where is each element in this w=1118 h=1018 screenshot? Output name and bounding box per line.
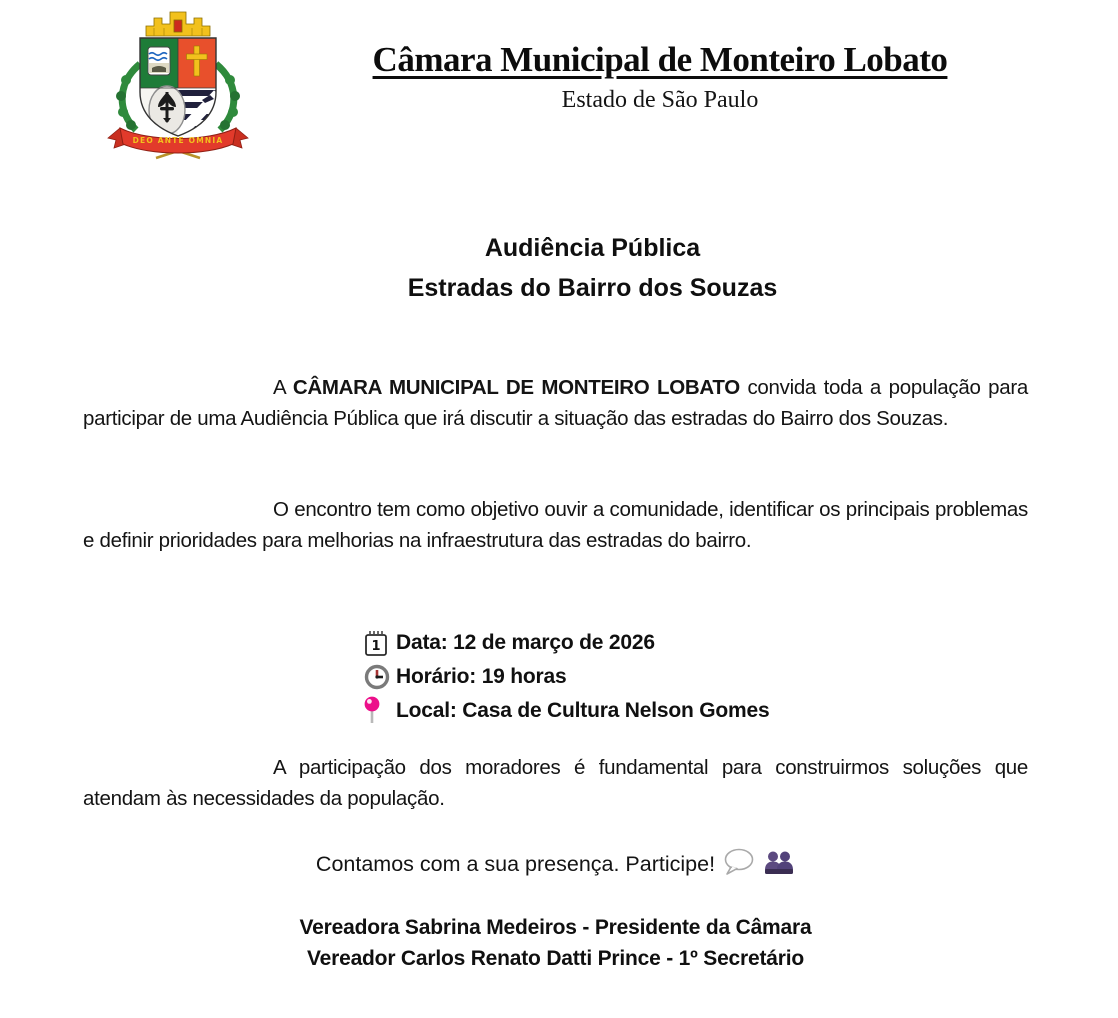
calendar-icon xyxy=(364,630,396,657)
people-icon xyxy=(763,857,795,881)
closing-text: Contamos com a sua presença. Participe! xyxy=(315,852,716,876)
municipal-coat-of-arms xyxy=(106,6,250,160)
signature-secretary: Vereador Carlos Renato Datti Prince - 1º Secretário xyxy=(307,947,804,970)
location-pin-icon xyxy=(364,696,396,726)
page-subtitle: Estado de São Paulo xyxy=(561,87,759,113)
event-time: Horário: 19 horas xyxy=(396,665,567,688)
detail-row-time xyxy=(364,660,769,694)
paragraph-objective: O encontro tem como objetivo ouvir a comunidade, identificar os principais problemas e definir prioridades para melhorias na infraestrutura das estradas do bairro. xyxy=(83,498,1028,552)
shield xyxy=(140,38,218,138)
page-title: Câmara Municipal de Monteiro Lobato xyxy=(372,40,948,79)
event-details xyxy=(364,626,769,728)
mural-crown-icon xyxy=(146,12,210,36)
document-title xyxy=(83,228,1028,308)
document-title-line2: Estradas do Bairro dos Souzas xyxy=(407,274,778,302)
crest-motto: DEO ANTE OMNIA xyxy=(132,136,224,145)
event-date: Data: 12 de março de 2026 xyxy=(396,631,655,654)
letterhead xyxy=(270,40,1050,114)
signature-president: Vereadora Sabrina Medeiros - Presidente da Câmara xyxy=(299,916,812,939)
paragraph-invitation-suffix: convida toda a população para participar de uma Audiência Pública que irá discutir a situação das estradas do Bairro dos Souzas. xyxy=(83,376,1028,430)
paragraph-participation: A participação dos moradores é fundamental para construirmos soluções que atendam às necessidades da população. xyxy=(83,756,1028,810)
speech-balloon-icon xyxy=(723,857,755,881)
paragraph-invitation xyxy=(83,372,1028,434)
event-location: Local: Casa de Cultura Nelson Gomes xyxy=(396,699,770,722)
signature-block xyxy=(83,912,1028,974)
closing-line xyxy=(83,848,1028,882)
calendar-day-number: 1 xyxy=(371,638,381,654)
detail-row-location xyxy=(364,694,769,728)
clock-icon xyxy=(364,664,396,690)
paragraph-invitation-prefix: A xyxy=(273,376,293,399)
document-title-line1: Audiência Pública xyxy=(484,234,701,262)
detail-row-date xyxy=(364,626,769,660)
paragraph-invitation-bold: CÂMARA MUNICIPAL DE MONTEIRO LOBATO xyxy=(292,376,740,399)
